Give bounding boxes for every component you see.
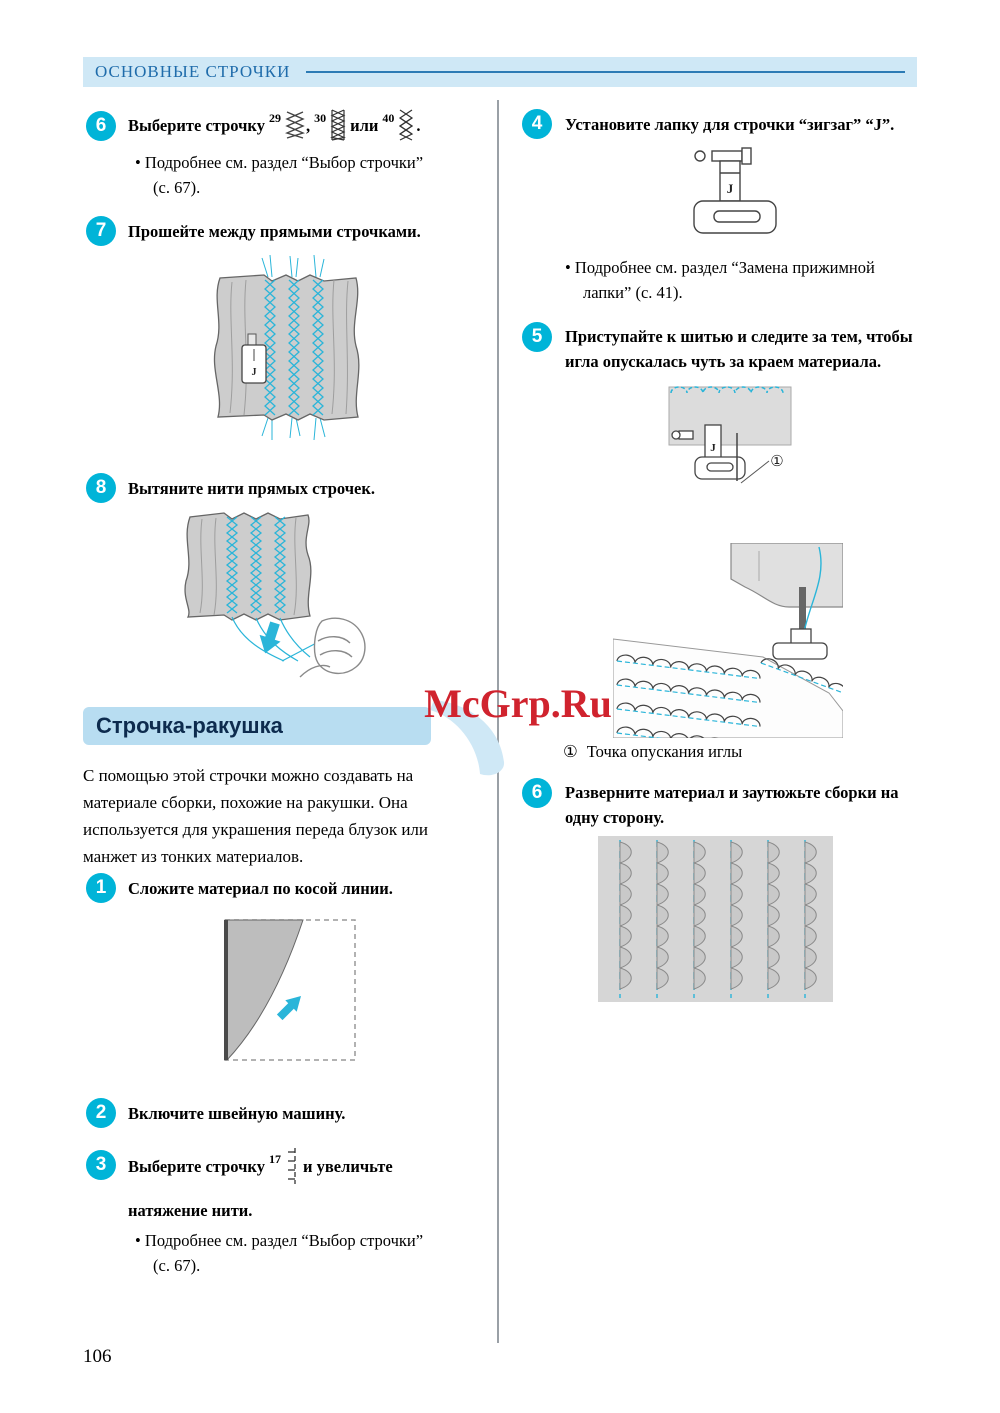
- step-title-line: одну сторону.: [565, 808, 665, 827]
- fabric: [185, 513, 311, 620]
- illustration-bias-fold: [205, 910, 365, 1070]
- pulled-threads: [232, 617, 324, 661]
- step-title-line: Разверните материал и заутюжьте сборки на: [565, 783, 899, 802]
- shell-step2-title: Включите швейную машину.: [128, 1104, 346, 1123]
- gathering-step8-badge: 8: [86, 473, 116, 503]
- stitch-40-icon: [398, 109, 414, 141]
- page-number: 106: [83, 1346, 112, 1367]
- illustration-gathering-stitches: [198, 250, 378, 445]
- intro-line: используется для украшения переда блузок или: [83, 820, 429, 839]
- watermark: McGrp.Ru: [424, 681, 612, 726]
- gathering-step8-title: Вытяните нити прямых строчек.: [128, 479, 376, 498]
- step-title-text: или: [350, 115, 379, 135]
- svg-text:J: J: [251, 367, 257, 378]
- page-header: [83, 57, 917, 87]
- step-title-text: Выберите строчку: [128, 1156, 265, 1176]
- shell-step3-note-line1: • Подробнее см. раздел “Выбор строчки”: [135, 1231, 424, 1250]
- shell-step2-badge: 2: [86, 1098, 116, 1128]
- presser-foot: [773, 629, 827, 659]
- thread-fringe-bottom: [262, 418, 325, 440]
- shell-step6-title: [565, 780, 899, 830]
- shell-step3-note-line2: (с. 67).: [153, 1256, 201, 1275]
- shell-step5-title: [565, 324, 913, 374]
- shell-step1-title: Сложите материал по косой линии.: [128, 879, 393, 898]
- illustration-pulling-threads: [172, 503, 392, 693]
- foot-body: [694, 148, 776, 233]
- header-rule: [306, 71, 905, 73]
- stitch-number-29: 29: [268, 110, 281, 125]
- shell-step4-note-line1: • Подробнее см. раздел “Замена прижимной: [565, 258, 875, 277]
- stitch-30-icon: [330, 109, 346, 141]
- shell-step3-title-line1: [128, 1146, 393, 1186]
- step-title-text: и увеличьте: [302, 1156, 393, 1176]
- legend-marker: ①: [563, 742, 578, 761]
- shell-step6-badge: 6: [522, 778, 552, 808]
- shell-step5-badge: 5: [522, 322, 552, 352]
- shell-step3-badge: 3: [86, 1150, 116, 1180]
- hand: [300, 618, 365, 677]
- illustration-shell-tucks: [598, 836, 833, 1002]
- foot-label: J: [710, 442, 716, 454]
- shell-step4-title: Установите лапку для строчки “зигзаг” “J”.: [565, 115, 895, 134]
- step-title-line: игла опускалась чуть за краем материала.: [565, 352, 882, 371]
- intro-line: манжет из тонких материалов.: [83, 847, 304, 866]
- illustration-presser-foot-j: [678, 145, 793, 245]
- punctuation: .: [416, 115, 421, 135]
- section-intro: [83, 762, 428, 870]
- gathering-step6-note-line2: (с. 67).: [153, 178, 201, 197]
- shell-step4-note-line2: лапки” (с. 41).: [583, 283, 683, 302]
- gathering-step7-title: Прошейте между прямыми строчками.: [128, 222, 421, 241]
- machine-head: [731, 543, 843, 607]
- shell-step3-title-line2: натяжение нити.: [128, 1201, 253, 1220]
- page-header-title: ОСНОВНЫЕ СТРОЧКИ: [95, 62, 291, 81]
- fabric: [214, 275, 358, 420]
- punctuation: ,: [305, 115, 311, 135]
- intro-line: материале сборки, похожие на ракушки. Она: [83, 793, 408, 812]
- stitch-number-17: 17: [268, 1151, 281, 1166]
- gathering-step6-badge: 6: [86, 111, 116, 141]
- step-title-line: Приступайте к шитью и следите за тем, чтобы: [565, 327, 913, 346]
- shell-step4-badge: 4: [522, 109, 552, 139]
- gathering-step6-title: [128, 106, 420, 144]
- section-title-bar: [83, 707, 431, 745]
- intro-line: С помощью этой строчки можно создавать на: [83, 766, 414, 785]
- shell-step1-badge: 1: [86, 873, 116, 903]
- legend-text: Точка опускания иглы: [586, 742, 743, 761]
- fabric: [598, 836, 833, 1002]
- stitch-number-30: 30: [314, 110, 327, 125]
- foot-label: J: [726, 181, 734, 196]
- stitch-29-icon: [285, 110, 305, 140]
- callout-1-marker: ①: [770, 454, 784, 470]
- needle-drop-legend: [563, 742, 742, 762]
- folded-fabric: [225, 920, 303, 1060]
- illustration-needle-drop-point: [665, 383, 795, 525]
- fold-direction-arrow: [277, 996, 301, 1020]
- section-title: Строчка-ракушка: [96, 713, 283, 738]
- stitch-17-icon: [285, 1148, 299, 1184]
- gathering-step7-badge: 7: [86, 216, 116, 246]
- step-title-text: Выберите строчку: [128, 115, 265, 135]
- gathering-step6-note-line1: • Подробнее см. раздел “Выбор строчки”: [135, 153, 424, 172]
- stitch-number-40: 40: [382, 110, 395, 125]
- thread-fringe-top: [262, 255, 324, 277]
